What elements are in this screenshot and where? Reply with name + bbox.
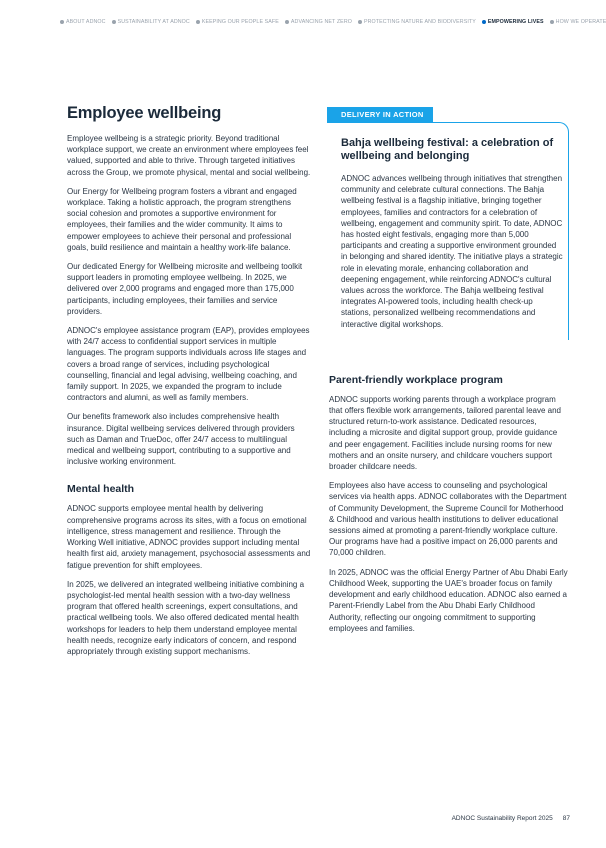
section-nav [60,19,606,25]
nav-item-label: ADVANCING NET ZERO [290,19,352,25]
nav-dot-icon [482,20,486,24]
paragraph: Employees also have access to counseling and psychological services via health apps. ADNOC collaborates with the Department of Community Development, the Supreme Council for Motherhood & Childhood and various health institutions to deliver educational sessions aimed at promoting a parent-friendly workplace culture. Our programs have had a positive impact on 26,000 parents and 70,000 children. [329,481,567,558]
page-number: 87 [562,815,570,822]
report-name: ADNOC Sustainability Report 2025 [451,815,553,822]
delivery-in-action-box [327,122,569,340]
mental-health-heading: Mental health [67,483,135,496]
nav-item-sustainability[interactable] [112,19,190,25]
nav-item-label: KEEPING OUR PEOPLE SAFE [201,19,279,25]
paragraph: Our Energy for Wellbeing program fosters a vibrant and engaged workplace. Taking a holistic approach, the program strengthens social cohesion and promotes a supportive environment for employees, their families and the wider community. It aims to empower employees to achieve their personal and professional goals, build resilience and maintain a healthy work-life balance. [67,186,297,252]
nav-item-net-zero[interactable] [285,19,352,25]
nav-item-label: HOW WE OPERATE [555,19,606,25]
nav-item-about[interactable] [60,19,106,25]
nav-dot-icon [196,20,200,24]
delivery-in-action-panel [327,104,569,340]
nav-item-label: SUSTAINABILITY AT ADNOC [117,19,190,25]
parent-program-heading: Parent-friendly workplace program [329,373,503,386]
right-column [327,104,569,642]
nav-item-label: ABOUT ADNOC [66,19,106,25]
paragraph: In 2025, we delivered an integrated wellbeing initiative combining a psychologist-led mental health session with a two-day wellness program that offered health screenings, expert consultations, and practical wellbeing tools. We also offered dedicated mental health workshops for leaders to help them understand employee mental health needs, recognize early indicators of concern, and respond appropriately through existing support mechanisms. [67,579,305,656]
paragraph: In 2025, ADNOC was the official Energy Partner of Abu Dhabi Early Childhood Week, supporting the UAE's broader focus on family development and early childhood education. ADNOC also earned a Parent-Friendly Label from the Abu Dhabi Early Childhood Authority, reflecting our ongoing commitment to supporting employees and families. [329,567,568,633]
paragraph: ADNOC supports employee mental health by delivering comprehensive programs across its sites, with a focus on emotional intelligence, stress management and resilience. Through the Working Well initiative, ADNOC provides support including mental health first aid, anxiety management, psychosocial assessments and fatigue prevention for shift employees. [67,504,311,570]
nav-item-how-we-operate[interactable] [550,19,606,25]
delivery-in-action-badge: DELIVERY IN ACTION [327,107,433,122]
nav-dot-icon [550,20,554,24]
nav-item-label: PROTECTING NATURE AND BIODIVERSITY [363,19,476,25]
nav-item-empowering-lives[interactable] [482,19,544,25]
box-title: Bahja wellbeing festival: a celebration of wellbeing and belonging [341,137,554,162]
paragraph: Employee wellbeing is a strategic priority. Beyond traditional workplace support, we create an environment where employees feel valued, supported and able to thrive. Through targeted initiatives across the Group, we promote physical, mental and social wellbeing. [67,134,311,177]
nav-item-nature[interactable] [358,19,476,25]
parent-program-section [327,374,569,634]
paragraph: ADNOC supports working parents through a workplace program that offers flexible work arrangements, tailored parental leave and structured return-to-work assistance. Dedicated resources, including a microsite and digital support group, provide guidance and peer engagement. Facilities include nursing rooms for new mothers and an onsite nursery, and childcare vouchers support broader childcare needs. [329,394,561,472]
nav-dot-icon [112,20,116,24]
nav-item-label: EMPOWERING LIVES [487,19,544,25]
left-column [67,104,312,665]
nav-dot-icon [285,20,289,24]
page-footer [430,815,570,822]
spacer [67,475,312,483]
paragraph: Our benefits framework also includes comprehensive health insurance. Digital wellbeing services delivered through providers such as Daman and TrueDoc, offer 24/7 access to multilingual medical and wellbeing support, contributing to a supportive and inclusive working environment. [67,412,295,467]
page-title: Employee wellbeing [67,104,222,122]
box-text: ADNOC advances wellbeing through initiatives that strengthen community and celebrate cultural connections. The Bahja wellbeing festival is a flagship initiative, bringing together employees, families and contractors for a celebration of wellbeing, engagement and community spirit. To date, ADNOC has hosted eight festivals, engaging more than 5,000 participants and creating a supportive environment grounded in belonging and shared identity. The initiative plays a strategic role in elevating morale, enhancing collaboration and deepening engagement, while reinforcing ADNOC's cultural values across the workforce. The Bahja wellbeing festival integrates AI-powered tools, including health check-up stations, personalized wellbeing recommendations and interactive digital workshops. [341,174,563,329]
nav-dot-icon [358,20,362,24]
paragraph: ADNOC's employee assistance program (EAP), provides employees with 24/7 access to confidential support services in multiple languages. The program supports individuals across life stages and covers a broad range of services, including psychological counselling, financial and legal advising, wellbeing coaching, and family support. In 2025, we expanded the program to include contractors and alumni, as well as family members. [67,326,310,403]
nav-item-safety[interactable] [196,19,279,25]
nav-dot-icon [60,20,64,24]
paragraph: Our dedicated Energy for Wellbeing microsite and wellbeing toolkit support leaders in promoting employee wellbeing. In 2025, we delivered over 2,000 programs and engaged more than 175,000 participants, including employees, their families and service providers. [67,262,303,316]
